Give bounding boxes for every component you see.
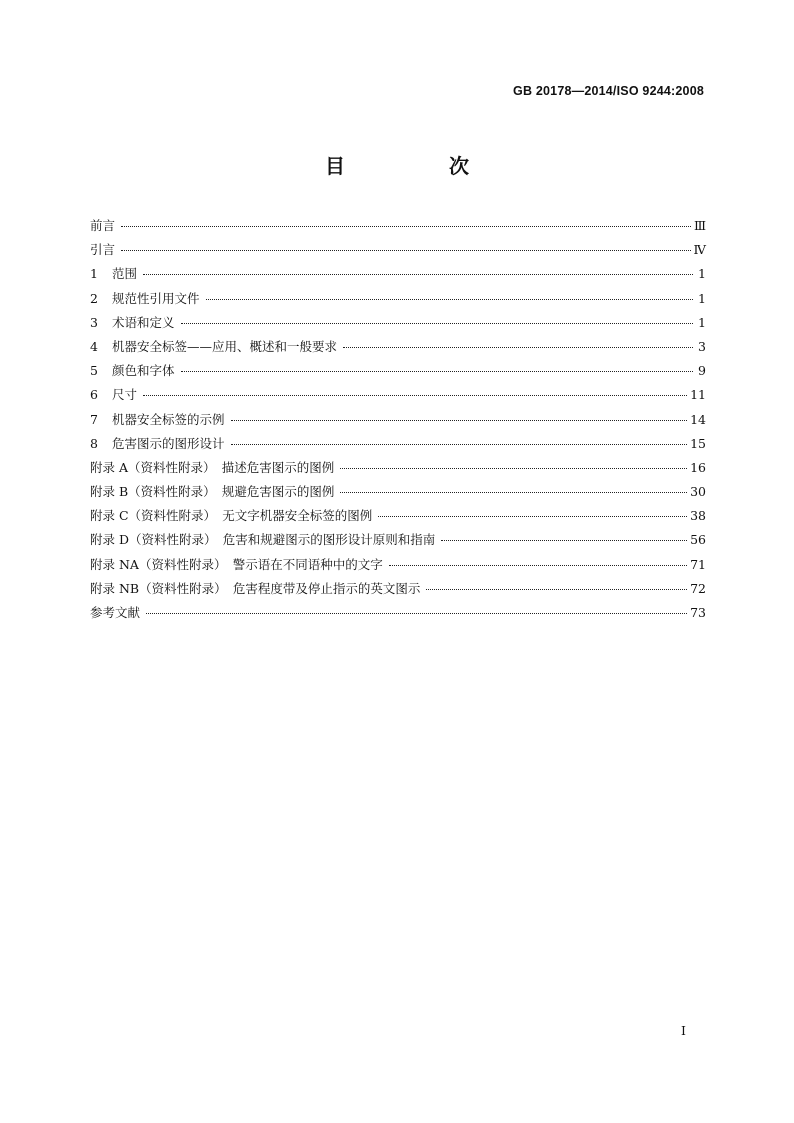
toc-entry-number: 2: [90, 290, 98, 306]
toc-entry-label: 附录 A（资料性附录） 描述危害图示的图例: [90, 459, 335, 475]
toc-entry-page: 1: [698, 314, 706, 330]
toc-dot-leader: [343, 347, 693, 348]
toc-entry[interactable]: [90, 530, 706, 554]
toc-entry-label: 规范性引用文件: [112, 290, 200, 306]
toc-dot-leader: [426, 589, 687, 590]
toc-entry-page: 72: [690, 580, 706, 596]
toc-dot-leader: [206, 299, 693, 300]
toc-entry[interactable]: [90, 385, 706, 409]
toc-dot-leader: [121, 226, 691, 227]
table-of-contents: [90, 216, 706, 627]
toc-entry-label: 颜色和字体: [112, 363, 175, 379]
page-number: Ⅰ: [681, 1023, 686, 1038]
toc-entry-number: 1: [90, 266, 98, 282]
toc-entry[interactable]: [90, 506, 706, 530]
toc-entry-page: 73: [690, 605, 706, 620]
toc-entry[interactable]: [90, 313, 706, 337]
toc-entry[interactable]: [90, 240, 706, 264]
toc-entry[interactable]: [90, 482, 706, 506]
toc-entry-page: 15: [690, 435, 706, 451]
toc-entry-page: Ⅳ: [693, 242, 706, 258]
toc-entry-label: 危害图示的图形设计: [112, 435, 225, 451]
toc-dot-leader: [146, 613, 687, 614]
toc-entry[interactable]: [90, 434, 706, 458]
toc-dot-leader: [143, 395, 687, 396]
toc-entry[interactable]: [90, 555, 706, 579]
toc-entry-label: 尺寸: [112, 387, 138, 403]
toc-entry-page: 71: [690, 556, 706, 572]
toc-entry-label: 范围: [112, 266, 138, 282]
toc-dot-leader: [143, 274, 693, 275]
toc-entry-label: 参考文献: [90, 605, 141, 620]
toc-entry-number: 4: [90, 338, 98, 354]
toc-entry[interactable]: [90, 289, 706, 313]
toc-entry-page: 9: [698, 363, 706, 379]
toc-entry-page: 3: [698, 338, 706, 354]
toc-entry-label: 前言: [90, 218, 116, 233]
standard-code: GB 20178—2014/ISO 9244:2008: [513, 84, 704, 98]
toc-entry-page: 1: [698, 290, 706, 306]
toc-entry-page: 11: [690, 387, 706, 403]
toc-entry-number: 7: [90, 411, 98, 427]
toc-entry[interactable]: [90, 361, 706, 385]
toc-entry-label: 术语和定义: [112, 314, 175, 330]
toc-entry-number: 5: [90, 363, 98, 379]
toc-entry[interactable]: [90, 410, 706, 434]
toc-entry-label: 机器安全标签的示例: [112, 411, 225, 427]
toc-entry-page: 38: [690, 508, 706, 524]
toc-entry[interactable]: [90, 458, 706, 482]
toc-entry-label: 引言: [90, 242, 116, 258]
toc-entry[interactable]: [90, 579, 706, 603]
toc-dot-leader: [231, 444, 688, 445]
toc-entry-label: 附录 C（资料性附录） 无文字机器安全标签的图例: [90, 508, 373, 524]
toc-entry-page: Ⅲ: [693, 218, 706, 233]
toc-dot-leader: [181, 323, 693, 324]
toc-entry[interactable]: [90, 216, 706, 240]
toc-entry-number: 6: [90, 387, 98, 403]
toc-entry-label: 附录 NB（资料性附录） 危害程度带及停止指示的英文图示: [90, 580, 421, 596]
toc-entry-label: 附录 NA（资料性附录） 警示语在不同语种中的文字: [90, 556, 383, 572]
toc-entry-label: 附录 D（资料性附录） 危害和规避图示的图形设计原则和指南: [90, 532, 436, 548]
toc-dot-leader: [181, 371, 693, 372]
toc-entry-page: 56: [690, 532, 706, 548]
toc-entry-page: 1: [698, 266, 706, 282]
toc-dot-leader: [340, 492, 687, 493]
toc-entry[interactable]: [90, 337, 706, 361]
toc-entry-label: 附录 B（资料性附录） 规避危害图示的图例: [90, 484, 335, 500]
toc-entry-page: 30: [690, 484, 706, 500]
toc-entry-label: 机器安全标签——应用、概述和一般要求: [112, 338, 338, 354]
toc-dot-leader: [441, 540, 687, 541]
toc-entry[interactable]: [90, 603, 706, 627]
toc-dot-leader: [389, 565, 687, 566]
toc-dot-leader: [121, 250, 690, 251]
toc-dot-leader: [378, 516, 687, 517]
toc-entry-number: 8: [90, 435, 98, 451]
page-title: 目 次: [325, 154, 511, 178]
toc-entry[interactable]: [90, 264, 706, 288]
toc-dot-leader: [231, 420, 688, 421]
toc-entry-number: 3: [90, 314, 98, 330]
toc-entry-page: 16: [690, 459, 706, 475]
toc-entry-page: 14: [690, 411, 706, 427]
toc-dot-leader: [340, 468, 687, 469]
